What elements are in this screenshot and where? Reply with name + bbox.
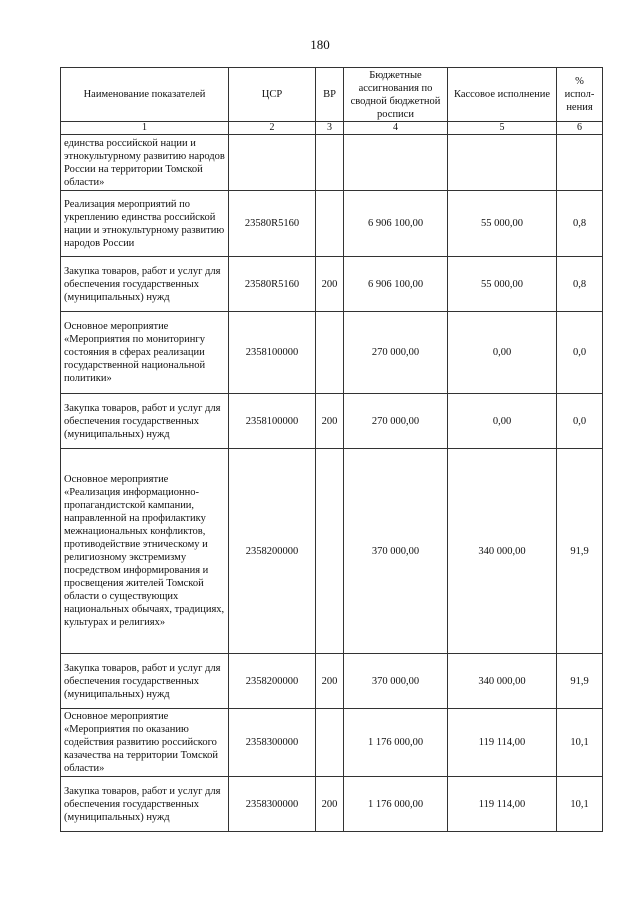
row-percent: 10,1 [557, 777, 603, 832]
column-number: 2 [229, 122, 316, 135]
table-row [61, 191, 603, 257]
row-name: Реализация мероприятий по укреплению единства российской нации и этнокультурному развитию народов России [61, 191, 229, 257]
row-vr [316, 312, 344, 394]
row-cash: 55 000,00 [448, 191, 557, 257]
row-vr [316, 135, 344, 191]
row-vr [316, 709, 344, 777]
row-name: Закупка товаров, работ и услуг для обеспечения государственных (муниципальных) нужд [61, 257, 229, 312]
table-row [61, 777, 603, 832]
row-cash: 340 000,00 [448, 654, 557, 709]
table-row [61, 709, 603, 777]
row-percent: 0,0 [557, 394, 603, 449]
row-csr: 2358100000 [229, 394, 316, 449]
row-percent: 10,1 [557, 709, 603, 777]
header-percent: % испол-нения [557, 68, 603, 122]
row-csr: 2358200000 [229, 654, 316, 709]
row-budget [344, 135, 448, 191]
row-name: Основное мероприятие «Мероприятия по оказанию содействия развитию российского казачества на территории Томской области» [61, 709, 229, 777]
row-csr: 23580R5160 [229, 257, 316, 312]
row-name: Закупка товаров, работ и услуг для обеспечения государственных (муниципальных) нужд [61, 777, 229, 832]
row-csr: 2358300000 [229, 709, 316, 777]
row-csr: 2358100000 [229, 312, 316, 394]
row-cash [448, 135, 557, 191]
row-vr: 200 [316, 257, 344, 312]
row-csr: 2358300000 [229, 777, 316, 832]
table-row [61, 135, 603, 191]
row-vr [316, 191, 344, 257]
row-name: Основное мероприятие «Реализация информационно-пропагандистской кампании, направленной на профилактику межнациональных конфликтов, противодействие этническому и религиозному экстремизму посредством информирования и просвещения жителей Томской области о существующих национальных обычаях, традициях, культурах и религиях» [61, 449, 229, 654]
row-cash: 119 114,00 [448, 777, 557, 832]
header-name: Наименование показателей [61, 68, 229, 122]
column-number: 5 [448, 122, 557, 135]
row-csr: 23580R5160 [229, 191, 316, 257]
table-row [61, 257, 603, 312]
row-name: единства российской нации и этнокультурному развитию народов России на территории Томской области» [61, 135, 229, 191]
header-vr: ВР [316, 68, 344, 122]
column-number: 1 [61, 122, 229, 135]
header-budget: Бюджетные ассигнования по сводной бюджетной росписи [344, 68, 448, 122]
row-vr: 200 [316, 654, 344, 709]
table-row [61, 449, 603, 654]
budget-execution-table [60, 67, 603, 832]
table-header-row [61, 68, 603, 122]
row-csr: 2358200000 [229, 449, 316, 654]
table-row [61, 394, 603, 449]
row-name: Основное мероприятие «Мероприятия по мониторингу состояния в сферах реализации государственной национальной политики» [61, 312, 229, 394]
row-percent: 91,9 [557, 654, 603, 709]
row-csr [229, 135, 316, 191]
row-budget: 370 000,00 [344, 654, 448, 709]
row-cash: 340 000,00 [448, 449, 557, 654]
row-percent: 0,8 [557, 191, 603, 257]
row-vr: 200 [316, 777, 344, 832]
row-percent: 0,8 [557, 257, 603, 312]
row-budget: 370 000,00 [344, 449, 448, 654]
row-budget: 270 000,00 [344, 312, 448, 394]
row-budget: 270 000,00 [344, 394, 448, 449]
table-row [61, 654, 603, 709]
header-csr: ЦСР [229, 68, 316, 122]
column-number: 3 [316, 122, 344, 135]
row-budget: 1 176 000,00 [344, 777, 448, 832]
row-percent [557, 135, 603, 191]
table-row [61, 312, 603, 394]
row-percent: 0,0 [557, 312, 603, 394]
column-number: 4 [344, 122, 448, 135]
row-budget: 6 906 100,00 [344, 257, 448, 312]
row-percent: 91,9 [557, 449, 603, 654]
header-cash: Кассовое исполнение [448, 68, 557, 122]
column-numbers-row [61, 122, 603, 135]
row-cash: 0,00 [448, 394, 557, 449]
row-cash: 55 000,00 [448, 257, 557, 312]
page-number: 180 [310, 37, 330, 52]
row-vr: 200 [316, 394, 344, 449]
row-name: Закупка товаров, работ и услуг для обеспечения государственных (муниципальных) нужд [61, 654, 229, 709]
row-vr [316, 449, 344, 654]
row-cash: 119 114,00 [448, 709, 557, 777]
column-number: 6 [557, 122, 603, 135]
row-budget: 6 906 100,00 [344, 191, 448, 257]
row-name: Закупка товаров, работ и услуг для обеспечения государственных (муниципальных) нужд [61, 394, 229, 449]
row-budget: 1 176 000,00 [344, 709, 448, 777]
row-cash: 0,00 [448, 312, 557, 394]
